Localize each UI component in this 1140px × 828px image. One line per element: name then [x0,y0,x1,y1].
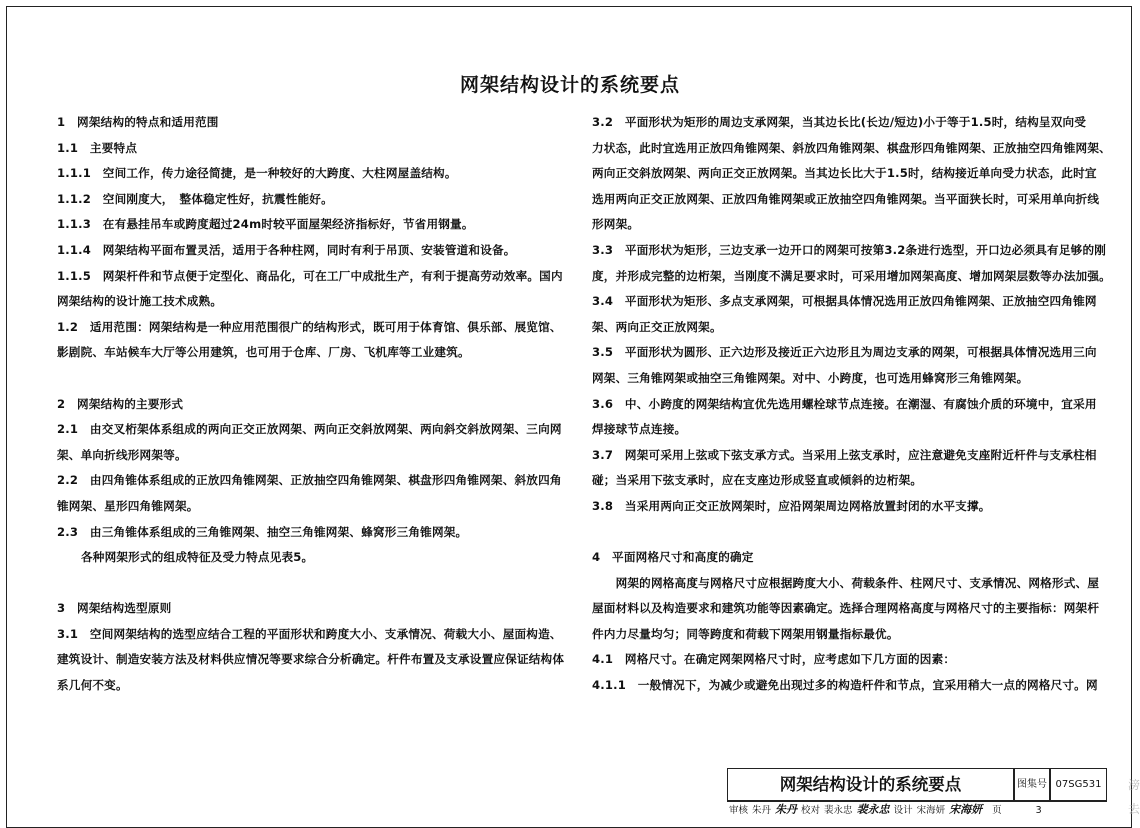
atlas-number: 07SG531 [1050,768,1107,801]
review-label: 审核 [729,805,749,816]
page-title: 网架结构设计的系统要点 [459,74,680,96]
text-line: 形网架。 [592,217,640,232]
text-line: 架、两向正交正放网架。 [592,319,722,334]
text-line: 1.1.2 空间刚度大， 整体稳定性好，抗震性能好。 [57,191,333,206]
text-line: 1.1 主要特点 [57,140,138,155]
text-line: 2 网架结构的主要形式 [57,396,184,411]
text-line: 3.4 平面形状为矩形、多点支承网架，可根据具体情况选用正放四角锥网架、正放抽空四角锥网 [592,294,1097,309]
text-line: 2.3 由三角锥体系组成的三角锥网架、抽空三角锥网架、蜂窝形三角锥网架。 [57,524,468,539]
page-number: 3 [1035,805,1042,816]
side-mark-2: 去 [1128,802,1140,816]
reviewer-signature: 朱丹 [775,803,798,816]
text-line: 2.1 由交叉桁架体系组成的两向正交正放网架、两向正交斜放网架、两向斜交斜放网架、三向网 [57,422,562,437]
text-line: 碰；当采用下弦支承时，应在支座边形成竖直或倾斜的边桁架。 [592,473,923,488]
text-line: 影剧院、车站候车大厅等公用建筑，也可用于仓库、厂房、飞机库等工业建筑。 [57,345,470,360]
reviewer-name: 朱丹 [752,805,772,816]
text-line: 建筑设计、制造安装方法及材料供应情况等要求综合分析确定。杆件布置及支承设置应保证结构体 [57,652,565,667]
text-line: 3.8 当采用两向正交正放网架时，应沿网架周边网格放置封闭的水平支撑。 [592,498,991,513]
text-line: 1.1.5 网架杆件和节点便于定型化、商品化，可在工厂中成批生产，有利于提高劳动效率。国内 [57,268,563,283]
text-line: 力状态，此时宜选用正放四角锥网架、斜放四角锥网架、棋盘形四角锥网架、正放抽空四角锥网架、 [592,140,1111,155]
designer-signature: 宋海妍 [949,803,983,816]
paragraph-spacer [592,520,1092,546]
designer-name: 宋海妍 [916,805,946,816]
text-line: 各种网架形式的组成特征及受力特点见表5。 [81,550,314,565]
text-line: 两向正交斜放网架、两向正交正放网架。当其边长比大于1.5时，结构接近单向受力状态，此时宜 [592,166,1097,181]
side-mark-1: 滂 [1128,778,1140,792]
text-line: 系几何不变。 [57,678,128,693]
check-label: 校对 [801,805,821,816]
text-line: 4.1.1 一般情况下，为减少或避免出现过多的构造杆件和节点，宜采用稍大一点的网格尺寸。网 [592,678,1098,693]
checker-name: 裴永忠 [824,805,853,816]
paragraph-spacer [57,366,557,392]
right-column [592,110,1111,699]
text-line: 1.1.4 网架结构平面布置灵活，适用于各种柱网，同时有利于吊顶、安装管道和设备。 [57,242,516,257]
title-block-title: 网架结构设计的系统要点 [727,768,1014,801]
atlas-number-label: 图集号 [1014,768,1050,801]
text-line: 件内力尽量均匀；同等跨度和荷载下网架用钢量指标最优。 [592,626,899,641]
text-line: 3.6 中、小跨度的网架结构宜优先选用螺栓球节点连接。在潮湿、有腐蚀介质的环境中，宜采用 [592,396,1097,411]
text-line: 3.1 空间网架结构的选型应结合工程的平面形状和跨度大小、支承情况、荷载大小、屋面构造、 [57,626,562,641]
text-line: 1.1.1 空间工作，传力途径简捷，是一种较好的大跨度、大柱网屋盖结构。 [57,166,457,181]
text-line: 3.5 平面形状为圆形、正六边形及接近正六边形且为周边支承的网架，可根据具体情况选用三向 [592,345,1097,360]
text-line: 选用两向正交正放网架、正放四角锥网架或正放抽空四角锥网架。当平面狭长时，可采用单向折线 [592,191,1100,206]
design-label: 设计 [893,805,913,816]
page-label: 页 [992,805,1002,816]
left-column [57,110,565,699]
text-line: 网架结构的设计施工技术成熟。 [57,294,223,309]
text-line: 锥网架、星形四角锥网架。 [57,498,199,513]
text-line: 3.7 网架可采用上弦或下弦支承方式。当采用上弦支承时，应注意避免支座附近杆件与支承柱相 [592,447,1097,462]
text-line: 1.2 适用范围：网架结构是一种应用范围很广的结构形式，既可用于体育馆、俱乐部、展览馆、 [57,319,562,334]
text-line: 1.1.3 在有悬挂吊车或跨度超过24m时较平面屋架经济指标好，节省用钢量。 [57,217,474,232]
checker-signature: 裴永忠 [856,803,890,816]
signature-row [727,801,1107,818]
paragraph-spacer [57,571,557,597]
text-line: 度，并形成完整的边桁架，当刚度不满足要求时，可采用增加网架高度、增加网架层数等办法加强。 [592,268,1111,283]
text-line: 3 网架结构选型原则 [57,601,172,616]
text-line: 4 平面网格尺寸和高度的确定 [592,550,754,565]
text-line: 3.3 平面形状为矩形，三边支承一边开口的网架可按第3.2条进行选型，开口边必须具有足够的刚 [592,242,1107,257]
text-line: 4.1 网格尺寸。在确定网架网格尺寸时，应考虑如下几方面的因素： [592,652,956,667]
text-line: 3.2 平面形状为矩形的周边支承网架，当其边长比(长边/短边)小于等于1.5时，结构呈双向受 [592,115,1087,129]
text-line: 焊接球节点连接。 [592,422,687,437]
text-line: 屋面材料以及构造要求和建筑功能等因素确定。选择合理网格高度与网格尺寸的主要指标：网架杆 [592,601,1100,616]
text-line: 1 网架结构的特点和适用范围 [57,115,219,129]
text-line: 网架、三角锥网架或抽空三角锥网架。对中、小跨度，也可选用蜂窝形三角锥网架。 [592,370,1029,385]
text-line: 网架的网格高度与网格尺寸应根据跨度大小、荷载条件、柱网尺寸、支承情况、网格形式、屋 [592,575,1100,590]
text-line: 2.2 由四角锥体系组成的正放四角锥网架、正放抽空四角锥网架、棋盘形四角锥网架、斜放四角 [57,473,562,488]
text-line: 架、单向折线形网架等。 [57,447,187,462]
